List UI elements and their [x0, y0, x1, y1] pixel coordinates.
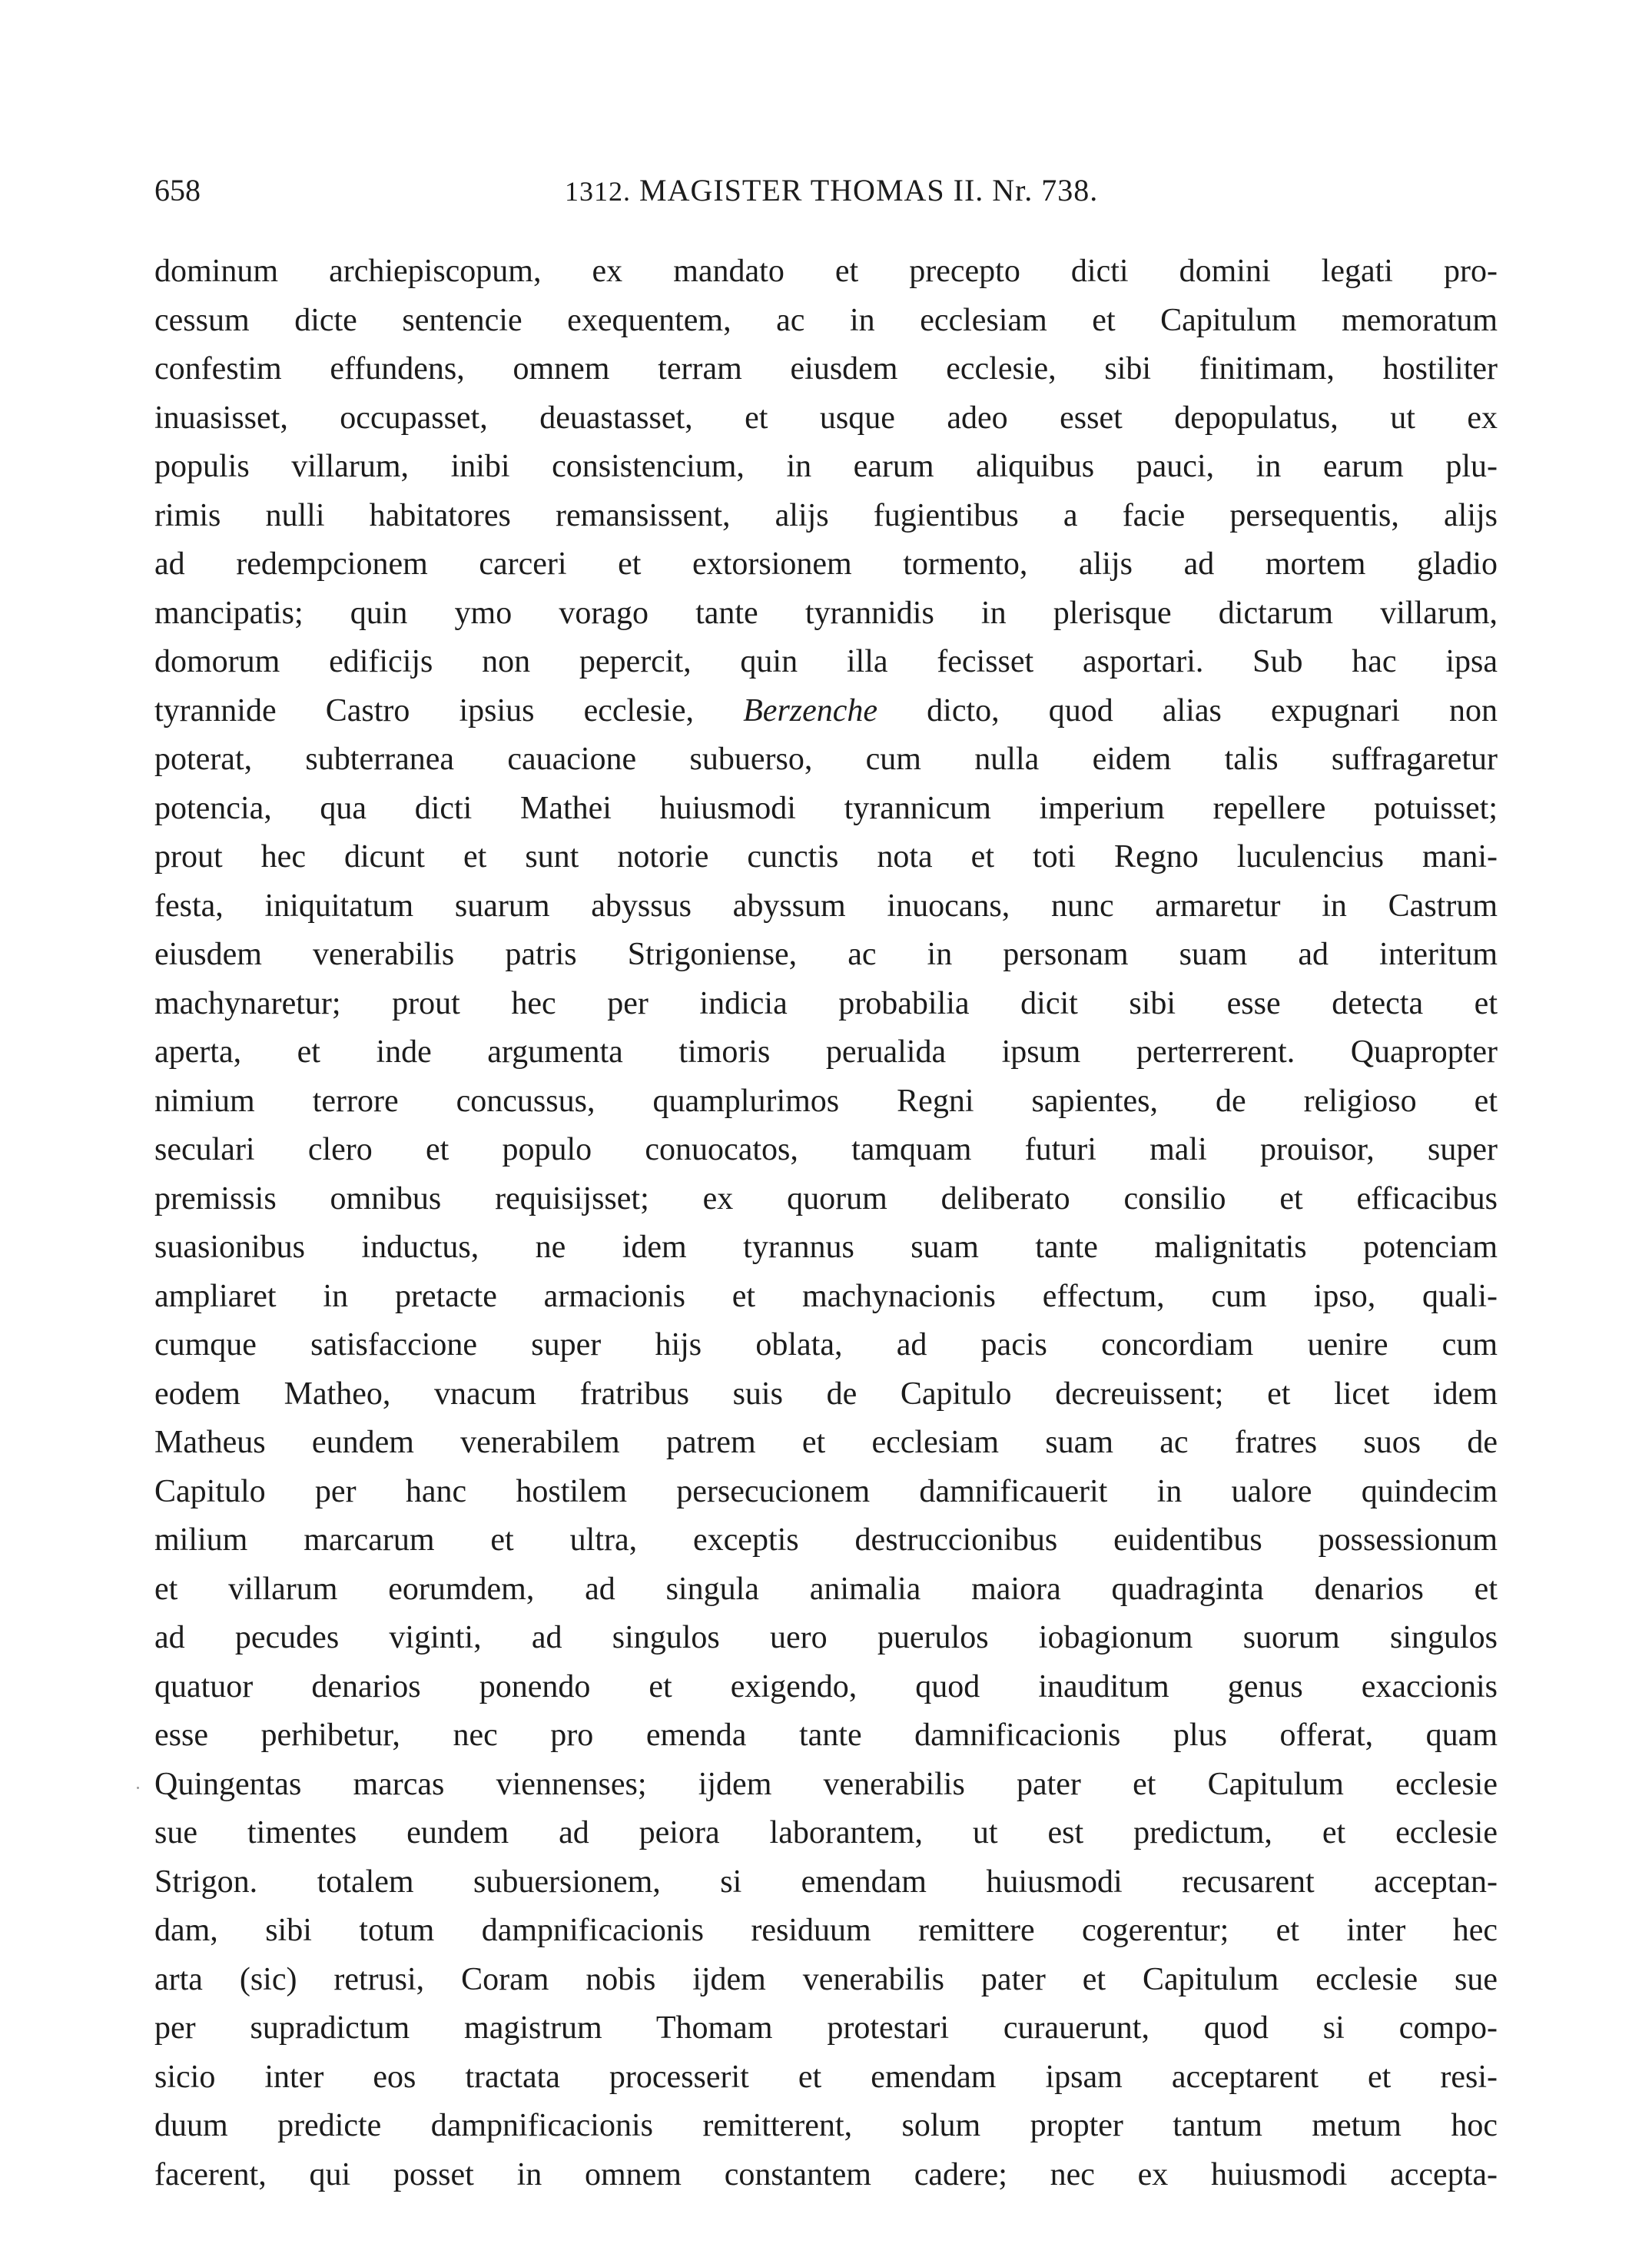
text-line: cessum dicte sentencie exequentem, ac in ecclesiam et Capitulum memoratum [154, 302, 1498, 338]
text-line: cumque satisfaccione super hijs oblata, ad pacis concordiam uenire cum [154, 1327, 1498, 1363]
text-line: sicio inter eos tractata processerit et emendam ipsam acceptarent et resi- [154, 2059, 1498, 2095]
text-line: inuasisset, occupasset, deuastasset, et usque adeo esset depopulatus, ut ex [154, 400, 1498, 436]
text-line: arta (sic) retrusi, Coram nobis ijdem venerabilis pater et Capitulum ecclesie sue [154, 1961, 1498, 1997]
text-line: Matheus eundem venerabilem patrem et ecclesiam suam ac fratres suos de [154, 1425, 1498, 1460]
text-line: eodem Matheo, vnacum fratribus suis de Capitulo decreuissent; et licet idem [154, 1376, 1498, 1412]
text-line: festa, iniquitatum suarum abyssus abyssum inuocans, nunc armaretur in Castrum [154, 888, 1498, 924]
text-line: populis villarum, inibi consistencium, in earum aliquibus pauci, in earum plu- [154, 449, 1498, 484]
text-line: Capitulo per hanc hostilem persecucionem damnificauerit in ualore quindecim [154, 1473, 1498, 1509]
text-line: suasionibus inductus, ne idem tyrannus suam tante malignitatis potenciam [154, 1230, 1498, 1265]
text-line-with-place-name [154, 687, 1498, 736]
text-fragment: tyrannide Castro ipsius ecclesie, [154, 692, 744, 729]
text-line: facerent, qui posset in omnem constantem cadere; nec ex huiusmodi accepta- [154, 2156, 1498, 2192]
text-line: dam, sibi totum dampnificacionis residuum remittere cogerentur; et inter hec [154, 1913, 1498, 1948]
text-line: machynaretur; prout hec per indicia probabilia dicit sibi esse detecta et [154, 985, 1498, 1021]
body-text [154, 247, 1498, 2199]
text-fragment: dicto, quod alias expugnari non [877, 692, 1498, 729]
text-line: potencia, qua dicti Mathei huiusmodi tyrannicum imperium repellere potuisset; [154, 790, 1498, 826]
text-line: nimium terrore concussus, quamplurimos Regni sapientes, de religioso et [154, 1083, 1498, 1119]
text-line: Strigon. totalem subuersionem, si emendam huiusmodi recusarent acceptan- [154, 1864, 1498, 1900]
margin-speck [137, 1787, 139, 1789]
text-line: ad redempcionem carceri et extorsionem tormento, alijs ad mortem gladio [154, 546, 1498, 582]
running-head [565, 168, 1098, 214]
text-line: sue timentes eundem ad peiora laborantem, ut est predictum, et ecclesie [154, 1815, 1498, 1850]
text-line: et villarum eorumdem, ad singula animalia maiora quadraginta denarios et [154, 1571, 1498, 1607]
text-line: eiusdem venerabilis patris Strigoniense, ac in personam suam ad interitum [154, 937, 1498, 972]
text-line: premissis omnibus requisijsset; ex quorum deliberato consilio et efficacibus [154, 1180, 1498, 1216]
text-line: confestim effundens, omnem terram eiusdem ecclesie, sibi finitimam, hostiliter [154, 351, 1498, 387]
text-line: poterat, subterranea cauacione subuerso, cum nulla eidem talis suffragaretur [154, 742, 1498, 777]
text-line: domorum edificijs non pepercit, quin illa fecisset asportari. Sub hac ipsa [154, 644, 1498, 679]
text-line: duum predicte dampnificacionis remitterent, solum propter tantum metum hoc [154, 2108, 1498, 2143]
text-line: dominum archiepiscopum, ex mandato et precepto dicti domini legati pro- [154, 254, 1498, 289]
running-head-year: 1312. [565, 176, 631, 207]
text-line: aperta, et inde argumenta timoris perualida ipsum perterrerent. Quapropter [154, 1034, 1498, 1070]
running-head-title: MAGISTER THOMAS II. Nr. 738. [639, 173, 1099, 207]
text-line: rimis nulli habitatores remansissent, alijs fugientibus a facie persequentis, alijs [154, 497, 1498, 533]
text-line: milium marcarum et ultra, exceptis destruccionibus euidentibus possessionum [154, 1522, 1498, 1558]
text-line: prout hec dicunt et sunt notorie cunctis nota et toti Regno luculencius mani- [154, 839, 1498, 875]
text-line: ampliaret in pretacte armacionis et machynacionis effectum, cum ipso, quali- [154, 1278, 1498, 1314]
text-line: esse perhibetur, nec pro emenda tante damnificacionis plus offerat, quam [154, 1718, 1498, 1753]
text-line: mancipatis; quin ymo vorago tante tyrannidis in plerisque dictarum villarum, [154, 595, 1498, 631]
text-line: seculari clero et populo conuocatos, tamquam futuri mali prouisor, super [154, 1132, 1498, 1167]
page-header [154, 168, 1507, 214]
text-line: quatuor denarios ponendo et exigendo, quod inauditum genus exaccionis [154, 1668, 1498, 1704]
page-number: 658 [154, 173, 201, 207]
text-line: ad pecudes viginti, ad singulos uero puerulos iobagionum suorum singulos [154, 1620, 1498, 1655]
text-line: Quingentas marcas viennenses; ijdem venerabilis pater et Capitulum ecclesie [154, 1766, 1498, 1802]
place-name-italic: Berzenche [743, 692, 878, 729]
text-line: per supradictum magistrum Thomam protestari curauerunt, quod si compo- [154, 2010, 1498, 2046]
